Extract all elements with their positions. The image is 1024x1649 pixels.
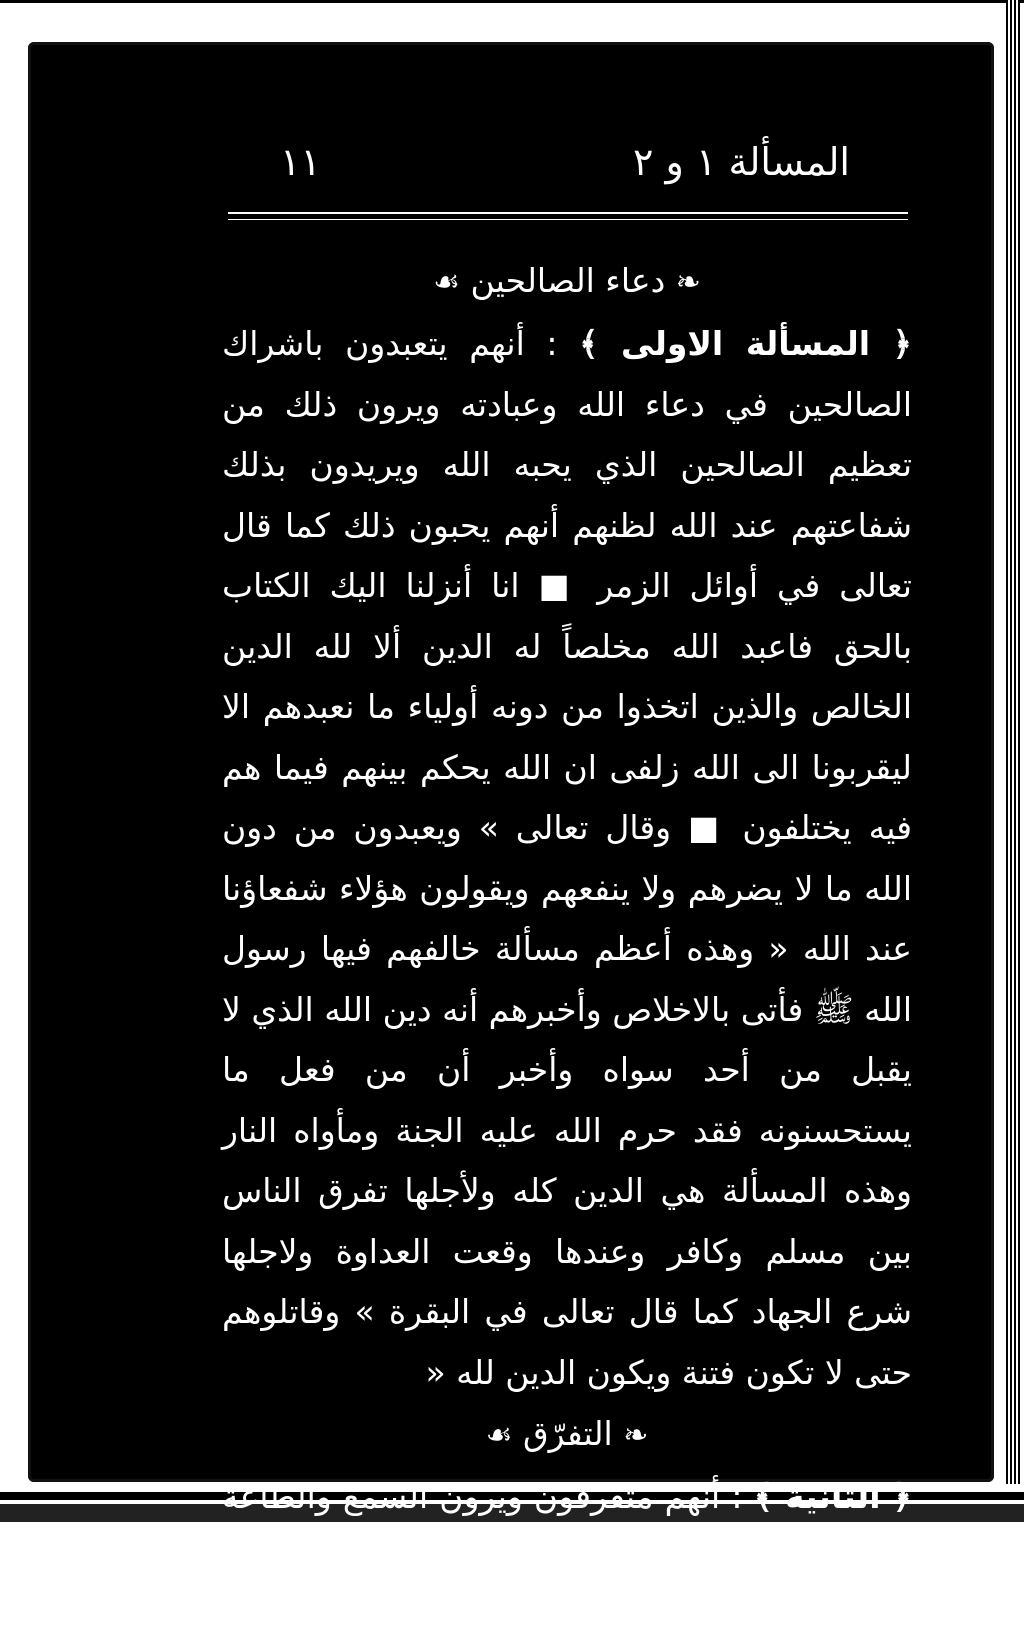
paragraph-2-text: : أنهم متفرقون ويرون السمع والطاعة مهانة ورذالة فأمرهم الله بالاجتماع ونهاهم عن التفرقة فقال عز ذكره xyxy=(222,1477,912,1637)
issue-label-1: ﴿ المسألة الاولى ﴾ xyxy=(579,324,913,363)
top-scan-border xyxy=(0,0,1024,14)
paragraph-1 xyxy=(222,314,912,1403)
ornament-right-icon: ❧ xyxy=(623,1418,649,1453)
ornament-left-icon: ☙ xyxy=(485,1418,513,1453)
section-heading-2 xyxy=(222,1403,912,1467)
issue-label-2: ﴿ الثانية ﴾ xyxy=(753,1477,912,1516)
header-rule xyxy=(228,212,908,220)
page-header xyxy=(230,140,910,200)
ornament-right-icon: ❧ xyxy=(675,265,701,300)
section-heading-2-text: التفرّق xyxy=(523,1414,613,1453)
paragraph-2 xyxy=(222,1467,912,1649)
page-number: ١١ xyxy=(280,140,321,184)
running-title: المسألة ١ و ٢ xyxy=(633,140,850,184)
section-heading-1 xyxy=(222,250,912,314)
section-heading-1-text: دعاء الصالحين xyxy=(470,261,666,300)
paragraph-1-text: : أنهم يتعبدون باشراك الصالحين في دعاء الله وعبادته ويرون ذلك من تعظيم الصالحين الذي يحبه الله ويريدون بذلك شفاعتهم عند الله لظنهم أنهم يحبون ذلك كما قال تعالى في أوائل الزمر ■ انا أنزلنا اليك الكتاب بالحق فاعبد الله مخلصاً له الدين ألا لله الدين الخالص والذين اتخذوا من دونه أولياء ما نعبدهم الا ليقربونا الى الله زلفى ان الله يحكم بينهم فيما هم فيه يختلفون ■ وقال تعالى » ويعبدون من دون الله ما لا يضرهم ولا ينفعهم ويقولون هؤلاء شفعاؤنا عند الله « وهذه أعظم مسألة خالفهم فيها رسول الله ﷺ فأتى بالاخلاص وأخبرهم أنه دين الله الذي لا يقبل من أحد سواه وأخبر أن من فعل ما يستحسنونه فقد حرم الله عليه الجنة ومأواه النار وهذه المسألة هي الدين كله ولأجلها تفرق الناس بين مسلم وكافر وعندها وقعت العداوة ولاجلها شرع الجهاد كما قال تعالى في البقرة » وقاتلوهم حتى لا تكون فتنة ويكون الدين لله « xyxy=(222,324,912,1392)
ornament-left-icon: ☙ xyxy=(433,265,460,300)
body-text xyxy=(222,250,912,1649)
right-scan-border xyxy=(1006,0,1020,1522)
